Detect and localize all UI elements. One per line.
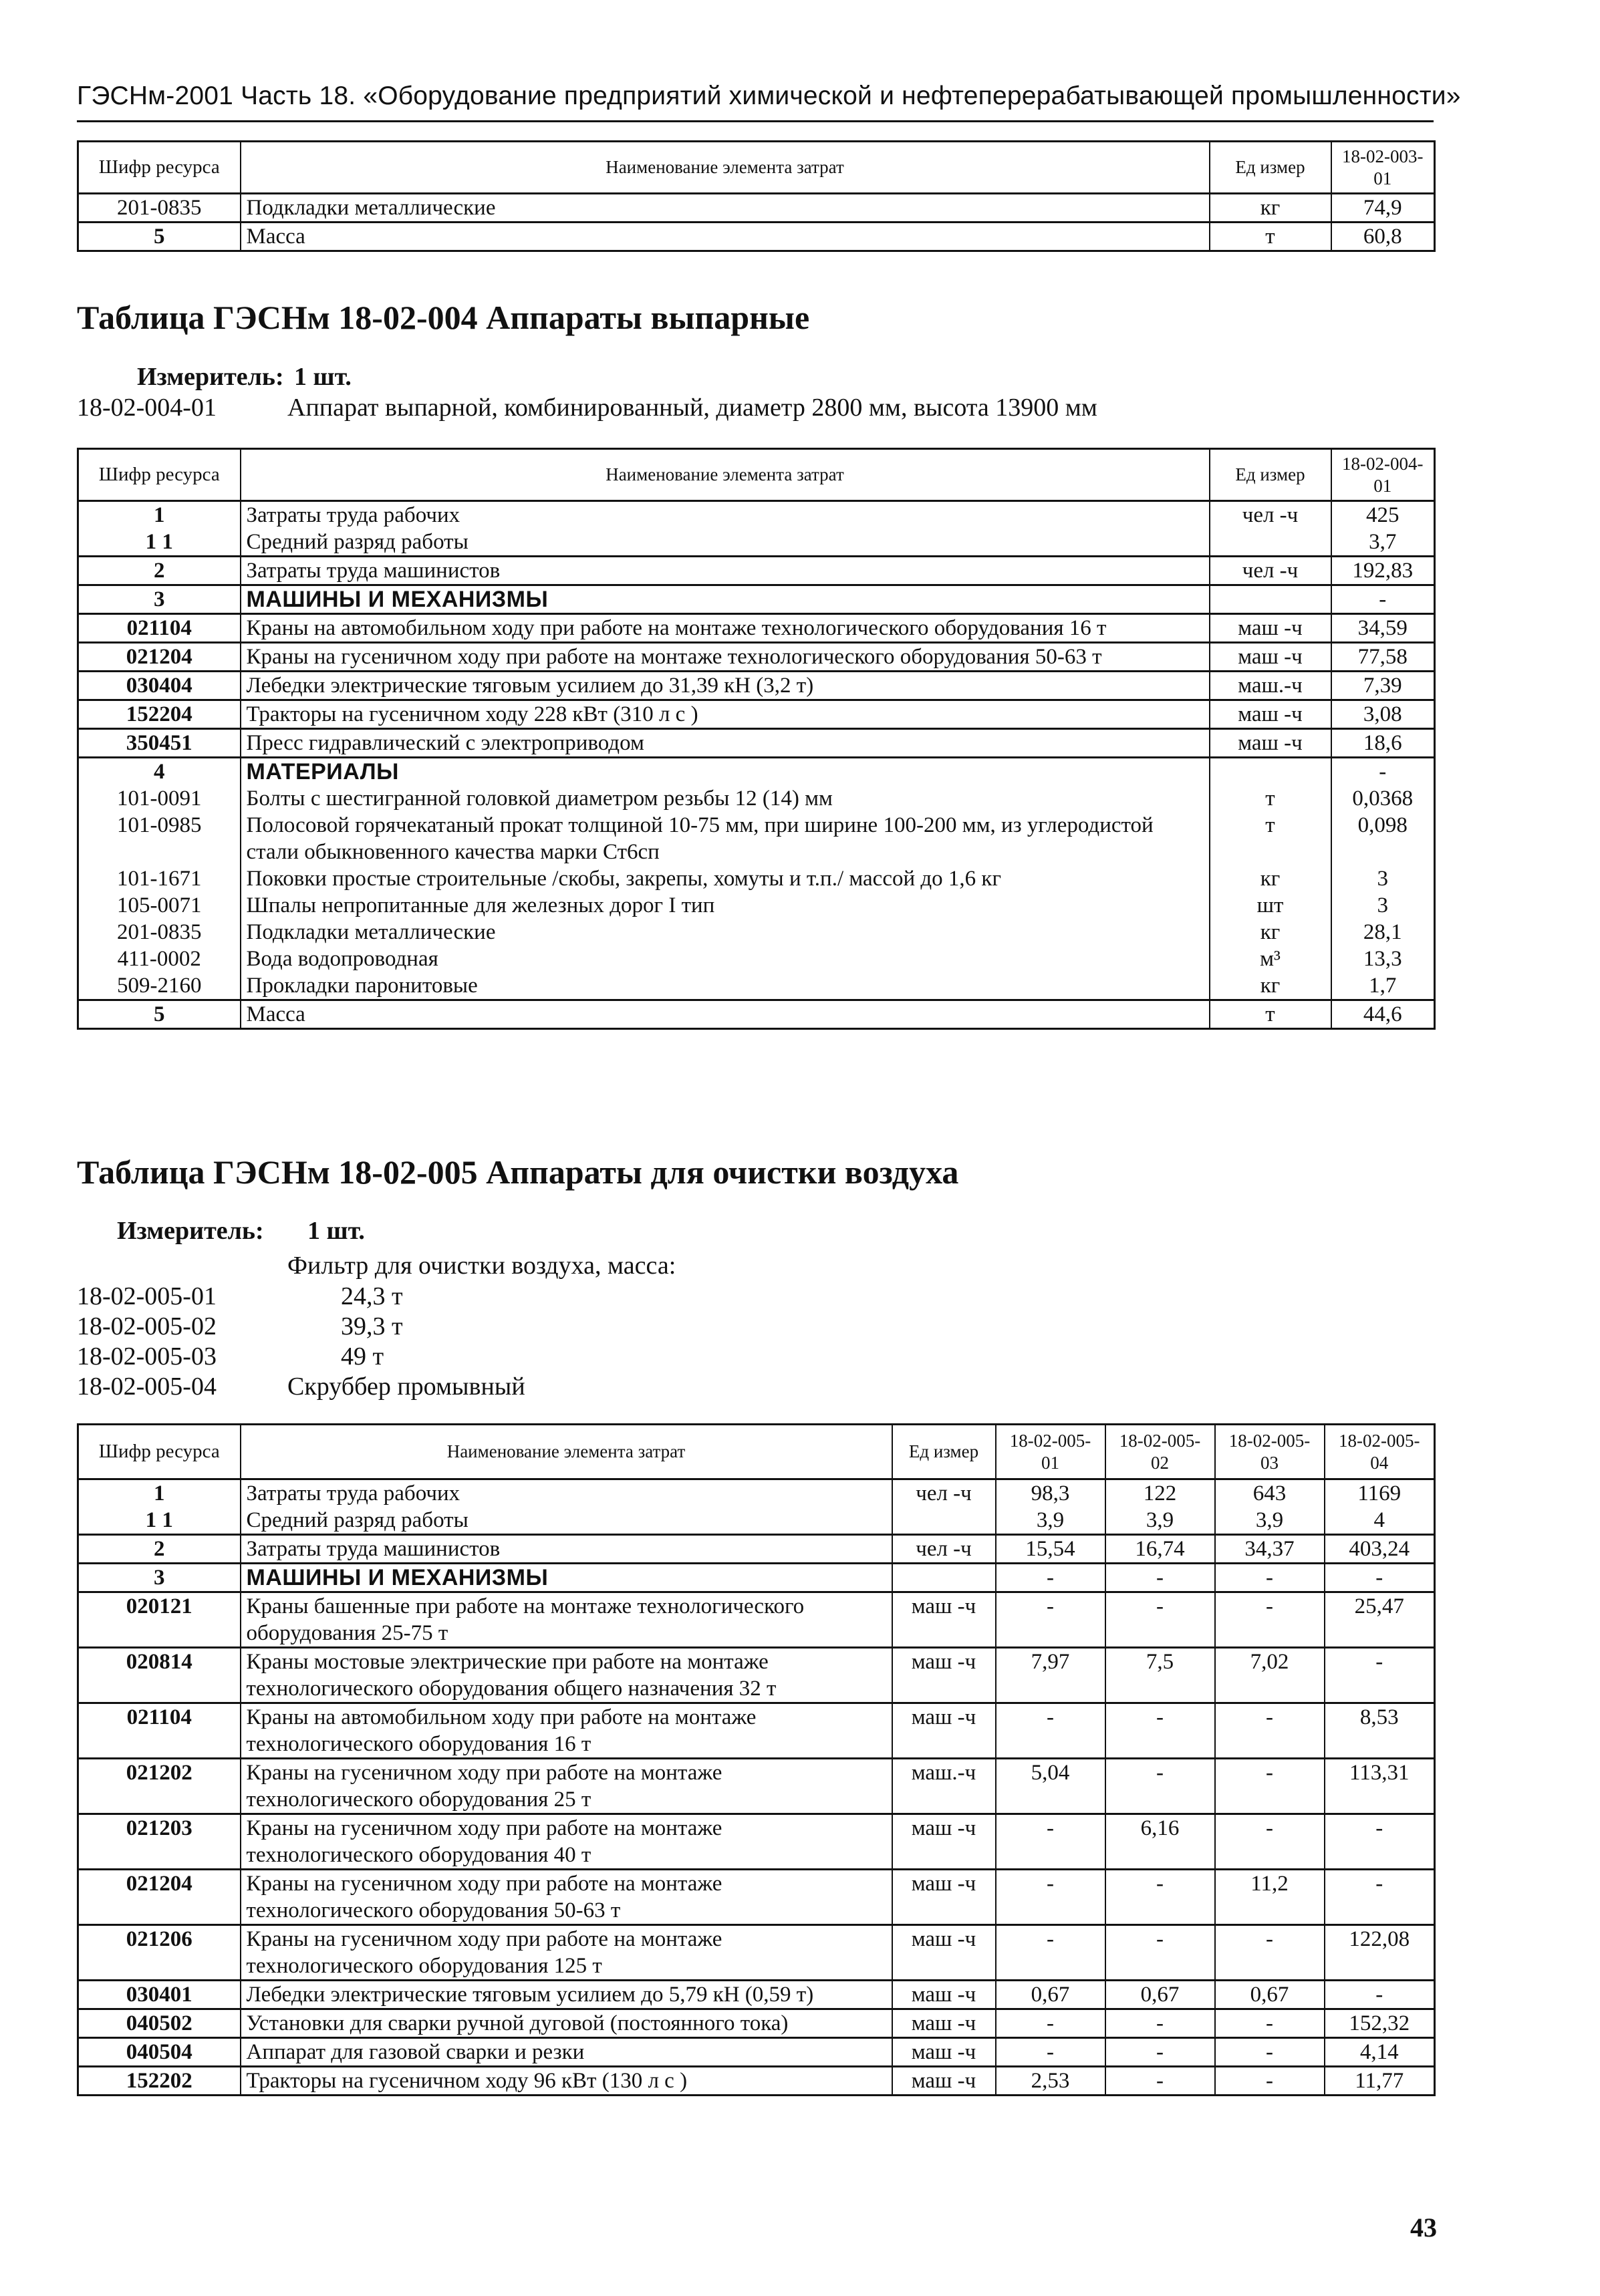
row-name: Установки для сварки ручной дуговой (постоянного тока) [241, 2009, 892, 2038]
row-value: 77,58 [1331, 643, 1435, 672]
row-value-3: - [1215, 2009, 1325, 2038]
row-value: 3,08 [1331, 700, 1435, 729]
table-row [78, 2009, 1435, 2038]
row-code: 021204 [78, 1870, 241, 1925]
row-unit [892, 1564, 996, 1592]
row-value-4: 8,53 [1325, 1703, 1435, 1759]
col-header-value-1: 18-02-005-01 [996, 1425, 1105, 1479]
row-value-4: 4 [1325, 1507, 1435, 1535]
table-row [78, 758, 1435, 786]
row-code: 152204 [78, 700, 241, 729]
row-unit: м³ [1210, 946, 1331, 972]
row-name: Масса [241, 1000, 1210, 1029]
row-code: 152202 [78, 2067, 241, 2096]
row-unit [1210, 758, 1331, 786]
row-code: 201-0835 [78, 919, 241, 946]
table-row [78, 672, 1435, 700]
row-unit: маш -ч [892, 1925, 996, 1981]
col-header-code: Шифр ресурса [78, 449, 241, 501]
row-name: Затраты труда машинистов [241, 1535, 892, 1564]
row-unit: маш.-ч [1210, 672, 1331, 700]
measure-value: 1 шт. [294, 363, 352, 391]
row-value: 0,0368 [1331, 785, 1435, 812]
col-header-value: 18-02-003-01 [1331, 142, 1435, 194]
col-header-value-3: 18-02-005-03 [1215, 1425, 1325, 1479]
row-unit [1210, 585, 1331, 614]
row-value-1: - [996, 1564, 1105, 1592]
table-row [78, 1648, 1435, 1703]
row-name: МАШИНЫ И МЕХАНИЗМЫ [241, 1564, 892, 1592]
row-value: 74,9 [1331, 194, 1435, 223]
table-row [78, 946, 1435, 972]
row-name: Вода водопроводная [241, 946, 1210, 972]
table-row [78, 1703, 1435, 1759]
items-caption: Фильтр для очистки воздуха, масса: [287, 1252, 676, 1280]
row-name: Краны на гусеничном ходу при работе на монтаже технологического оборудования 25 т [241, 1759, 892, 1814]
row-value-3: 34,37 [1215, 1535, 1325, 1564]
table-row [78, 1981, 1435, 2009]
col-header-code: Шифр ресурса [78, 142, 241, 194]
row-value-3: - [1215, 1564, 1325, 1592]
table-row [78, 1564, 1435, 1592]
row-unit: маш -ч [892, 1592, 996, 1648]
row-unit: шт [1210, 892, 1331, 919]
table-row [78, 585, 1435, 614]
table-row [78, 1870, 1435, 1925]
row-unit: маш.-ч [892, 1759, 996, 1814]
row-unit: маш -ч [892, 2009, 996, 2038]
section-title-18-02-005: Таблица ГЭСНм 18-02-005 Аппараты для очистки воздуха [77, 1153, 959, 1191]
row-value-2: - [1105, 1703, 1215, 1759]
row-name: Масса [241, 223, 1210, 251]
row-value: 13,3 [1331, 946, 1435, 972]
row-code: 1 [78, 1479, 241, 1508]
row-unit: чел -ч [892, 1535, 996, 1564]
row-unit: маш -ч [892, 1814, 996, 1870]
running-head: ГЭСНм-2001 Часть 18. «Оборудование предприятий химической и нефтеперерабатывающей промышленности» [77, 82, 1461, 110]
row-code: 201-0835 [78, 194, 241, 223]
table-row [78, 2067, 1435, 2096]
row-value-4: 152,32 [1325, 2009, 1435, 2038]
table-row [78, 1507, 1435, 1535]
row-value: - [1331, 758, 1435, 786]
row-value-2: 0,67 [1105, 1981, 1215, 2009]
row-value-3: - [1215, 2038, 1325, 2067]
row-code: 040502 [78, 2009, 241, 2038]
row-code: 105-0071 [78, 892, 241, 919]
row-unit: т [1210, 785, 1331, 812]
row-value-4: - [1325, 1870, 1435, 1925]
row-value-2: - [1105, 2038, 1215, 2067]
row-unit: маш -ч [1210, 614, 1331, 643]
row-code: 1 [78, 501, 241, 529]
row-unit: кг [1210, 919, 1331, 946]
row-name: Полосовой горячекатаный прокат толщиной 10-75 мм, при ширине 100-200 мм, из углеродистой стали обыкновенного качества марки Ст6сп [241, 812, 1210, 865]
row-value-1: - [996, 1592, 1105, 1648]
row-unit: чел -ч [892, 1479, 996, 1508]
item-code: 18-02-005-02 [77, 1312, 217, 1340]
row-value: 34,59 [1331, 614, 1435, 643]
table-row [78, 972, 1435, 1000]
row-code: 5 [78, 1000, 241, 1029]
col-header-value-2: 18-02-005-02 [1105, 1425, 1215, 1479]
row-unit: маш -ч [892, 1648, 996, 1703]
row-name: Затраты труда рабочих [241, 501, 1210, 529]
measure-label: Измеритель: [117, 1217, 264, 1245]
row-unit: маш -ч [892, 2067, 996, 2096]
row-value-2: 122 [1105, 1479, 1215, 1508]
row-value-1: 5,04 [996, 1759, 1105, 1814]
row-unit: маш -ч [892, 1703, 996, 1759]
row-value-2: - [1105, 1592, 1215, 1648]
table-row [78, 643, 1435, 672]
item-text: 39,3 т [341, 1312, 403, 1340]
row-name: Краны на гусеничном ходу при работе на монтаже технологического оборудования 125 т [241, 1925, 892, 1981]
table-row [78, 2038, 1435, 2067]
row-value-4: 122,08 [1325, 1925, 1435, 1981]
col-header-name: Наименование элемента затрат [241, 1425, 892, 1479]
row-value-3: - [1215, 1925, 1325, 1981]
row-name: Краны на гусеничном ходу при работе на монтаже технологического оборудования 50-63 т [241, 1870, 892, 1925]
row-unit: т [1210, 223, 1331, 251]
row-name: МАШИНЫ И МЕХАНИЗМЫ [241, 585, 1210, 614]
row-value: 3 [1331, 892, 1435, 919]
row-value: 60,8 [1331, 223, 1435, 251]
row-code: 030404 [78, 672, 241, 700]
row-value-1: - [996, 1925, 1105, 1981]
row-code: 5 [78, 223, 241, 251]
row-value-3: - [1215, 1703, 1325, 1759]
row-value-1: - [996, 2009, 1105, 2038]
row-value-3: 11,2 [1215, 1870, 1325, 1925]
table-row [78, 812, 1435, 865]
row-value-1: - [996, 1870, 1105, 1925]
row-value-2: 7,5 [1105, 1648, 1215, 1703]
row-code: 3 [78, 585, 241, 614]
row-value: 7,39 [1331, 672, 1435, 700]
row-name: Прокладки паронитовые [241, 972, 1210, 1000]
row-value-2: - [1105, 1564, 1215, 1592]
row-code: 101-0985 [78, 812, 241, 865]
row-unit: маш -ч [1210, 729, 1331, 758]
row-code: 021104 [78, 1703, 241, 1759]
item-code: 18-02-005-04 [77, 1373, 217, 1401]
row-value: 3,7 [1331, 529, 1435, 557]
row-value-1: - [996, 2038, 1105, 2067]
table-row [78, 1814, 1435, 1870]
table-row [78, 1000, 1435, 1029]
table-row [78, 729, 1435, 758]
table-row [78, 194, 1435, 223]
row-name: Краны мостовые электрические при работе на монтаже технологического оборудования общего назначения 32 т [241, 1648, 892, 1703]
item-code: 18-02-005-03 [77, 1342, 217, 1371]
row-unit: кг [1210, 865, 1331, 892]
page-number: 43 [1410, 2212, 1437, 2243]
row-unit: маш -ч [892, 2038, 996, 2067]
row-name: Болты с шестигранной головкой диаметром резьбы 12 (14) мм [241, 785, 1210, 812]
row-value-1: 2,53 [996, 2067, 1105, 2096]
row-value-2: - [1105, 1870, 1215, 1925]
row-code: 021202 [78, 1759, 241, 1814]
row-code: 350451 [78, 729, 241, 758]
row-value: 3 [1331, 865, 1435, 892]
row-name: Краны башенные при работе на монтаже технологического оборудования 25-75 т [241, 1592, 892, 1648]
col-header-unit: Ед измер [892, 1425, 996, 1479]
row-unit: т [1210, 1000, 1331, 1029]
row-unit [1210, 529, 1331, 557]
row-value-2: - [1105, 1925, 1215, 1981]
table-row [78, 529, 1435, 557]
col-header-name: Наименование элемента затрат [241, 142, 1210, 194]
row-value: 192,83 [1331, 557, 1435, 585]
table-row [78, 1592, 1435, 1648]
row-value-2: 16,74 [1105, 1535, 1215, 1564]
item-code: 18-02-005-01 [77, 1282, 217, 1310]
row-code: 411-0002 [78, 946, 241, 972]
row-code: 020814 [78, 1648, 241, 1703]
table-row [78, 1925, 1435, 1981]
col-header-value: 18-02-004-01 [1331, 449, 1435, 501]
row-value: 0,098 [1331, 812, 1435, 865]
table-row [78, 919, 1435, 946]
col-header-name: Наименование элемента затрат [241, 449, 1210, 501]
row-value-3: 643 [1215, 1479, 1325, 1508]
row-value: - [1331, 585, 1435, 614]
table-row [78, 614, 1435, 643]
row-value-3: 0,67 [1215, 1981, 1325, 2009]
row-value-3: - [1215, 1759, 1325, 1814]
row-code: 030401 [78, 1981, 241, 2009]
row-name: Краны на гусеничном ходу при работе на монтаже технологического оборудования 40 т [241, 1814, 892, 1870]
row-code: 2 [78, 557, 241, 585]
row-unit: чел -ч [1210, 557, 1331, 585]
table-row [78, 1535, 1435, 1564]
col-header-unit: Ед измер [1210, 449, 1331, 501]
row-value-1: - [996, 1814, 1105, 1870]
row-name: Пресс гидравлический с электроприводом [241, 729, 1210, 758]
table-row [78, 785, 1435, 812]
row-code: 040504 [78, 2038, 241, 2067]
row-value-1: 98,3 [996, 1479, 1105, 1508]
row-unit [892, 1507, 996, 1535]
row-value-4: 113,31 [1325, 1759, 1435, 1814]
row-name: Затраты труда рабочих [241, 1479, 892, 1508]
row-name: Подкладки металлические [241, 919, 1210, 946]
row-code: 021104 [78, 614, 241, 643]
table-row [78, 1759, 1435, 1814]
row-name: Аппарат для газовой сварки и резки [241, 2038, 892, 2067]
row-value-2: 3,9 [1105, 1507, 1215, 1535]
row-value-4: - [1325, 1814, 1435, 1870]
row-name: Затраты труда машинистов [241, 557, 1210, 585]
row-name: Шпалы непропитанные для железных дорог I тип [241, 892, 1210, 919]
item-text: 24,3 т [341, 1282, 403, 1310]
row-value-1: 15,54 [996, 1535, 1105, 1564]
row-name: Краны на автомобильном ходу при работе на монтаже технологического оборудования 16 т [241, 614, 1210, 643]
row-name: Тракторы на гусеничном ходу 228 кВт (310 л с ) [241, 700, 1210, 729]
row-code: 020121 [78, 1592, 241, 1648]
row-value-4: 25,47 [1325, 1592, 1435, 1648]
row-value-4: 1169 [1325, 1479, 1435, 1508]
row-name: Поковки простые строительные /скобы, закрепы, хомуты и т.п./ массой до 1,6 кг [241, 865, 1210, 892]
row-value-4: 403,24 [1325, 1535, 1435, 1564]
row-name: Тракторы на гусеничном ходу 96 кВт (130 л с ) [241, 2067, 892, 2096]
row-name: МАТЕРИАЛЫ [241, 758, 1210, 786]
row-value-1: - [996, 1703, 1105, 1759]
section-title-18-02-004: Таблица ГЭСНм 18-02-004 Аппараты выпарные [77, 299, 810, 336]
item-text: Скруббер промывный [287, 1373, 525, 1401]
row-name: Средний разряд работы [241, 529, 1210, 557]
row-unit: чел -ч [1210, 501, 1331, 529]
row-unit: маш -ч [1210, 700, 1331, 729]
row-value-3: - [1215, 1814, 1325, 1870]
row-value: 425 [1331, 501, 1435, 529]
row-code: 2 [78, 1535, 241, 1564]
row-value-1: 3,9 [996, 1507, 1105, 1535]
row-name: Лебедки электрические тяговым усилием до 5,79 кН (0,59 т) [241, 1981, 892, 2009]
row-unit: кг [1210, 194, 1331, 223]
row-value-4: - [1325, 1648, 1435, 1703]
table-row [78, 501, 1435, 529]
row-value-3: 7,02 [1215, 1648, 1325, 1703]
row-name: Лебедки электрические тяговым усилием до 31,39 кН (3,2 т) [241, 672, 1210, 700]
row-unit: кг [1210, 972, 1331, 1000]
header-rule [77, 120, 1434, 122]
row-value: 28,1 [1331, 919, 1435, 946]
row-value-1: 7,97 [996, 1648, 1105, 1703]
row-value-2: 6,16 [1105, 1814, 1215, 1870]
table-18-02-005 [77, 1423, 1436, 2096]
table-row [78, 865, 1435, 892]
table-row [78, 892, 1435, 919]
col-header-unit: Ед измер [1210, 142, 1331, 194]
table-18-02-004 [77, 448, 1436, 1030]
row-unit: маш -ч [892, 1981, 996, 2009]
row-value-2: - [1105, 2009, 1215, 2038]
row-code: 021203 [78, 1814, 241, 1870]
row-value-2: - [1105, 1759, 1215, 1814]
row-name: Краны на автомобильном ходу при работе на монтаже технологического оборудования 16 т [241, 1703, 892, 1759]
item-text: Аппарат выпарной, комбинированный, диаметр 2800 мм, высота 13900 мм [287, 394, 1097, 422]
measure-label: Измеритель: [137, 363, 284, 391]
row-value-4: 11,77 [1325, 2067, 1435, 2096]
col-header-code: Шифр ресурса [78, 1425, 241, 1479]
row-name: Средний разряд работы [241, 1507, 892, 1535]
row-unit: т [1210, 812, 1331, 865]
table-row [78, 700, 1435, 729]
row-value-3: - [1215, 1592, 1325, 1648]
row-name: Подкладки металлические [241, 194, 1210, 223]
row-unit: маш -ч [1210, 643, 1331, 672]
row-value-1: 0,67 [996, 1981, 1105, 2009]
row-code: 101-0091 [78, 785, 241, 812]
col-header-value-4: 18-02-005-04 [1325, 1425, 1435, 1479]
row-value: 18,6 [1331, 729, 1435, 758]
row-code: 509-2160 [78, 972, 241, 1000]
row-unit: маш -ч [892, 1870, 996, 1925]
table-row [78, 1479, 1435, 1508]
table-row [78, 223, 1435, 251]
row-code: 1 1 [78, 529, 241, 557]
item-code: 18-02-004-01 [77, 394, 217, 422]
item-text: 49 т [341, 1342, 384, 1371]
table-row [78, 557, 1435, 585]
row-code: 101-1671 [78, 865, 241, 892]
row-code: 3 [78, 1564, 241, 1592]
row-value-4: 4,14 [1325, 2038, 1435, 2067]
table-18-02-003-continuation [77, 140, 1436, 252]
row-code: 021206 [78, 1925, 241, 1981]
row-value-3: - [1215, 2067, 1325, 2096]
row-value-4: - [1325, 1981, 1435, 2009]
row-value-3: 3,9 [1215, 1507, 1325, 1535]
row-code: 021204 [78, 643, 241, 672]
row-name: Краны на гусеничном ходу при работе на монтаже технологического оборудования 50-63 т [241, 643, 1210, 672]
row-code: 4 [78, 758, 241, 786]
measure-value: 1 шт. [307, 1217, 365, 1245]
row-code: 1 1 [78, 1507, 241, 1535]
row-value: 44,6 [1331, 1000, 1435, 1029]
row-value: 1,7 [1331, 972, 1435, 1000]
row-value-2: - [1105, 2067, 1215, 2096]
row-value-4: - [1325, 1564, 1435, 1592]
